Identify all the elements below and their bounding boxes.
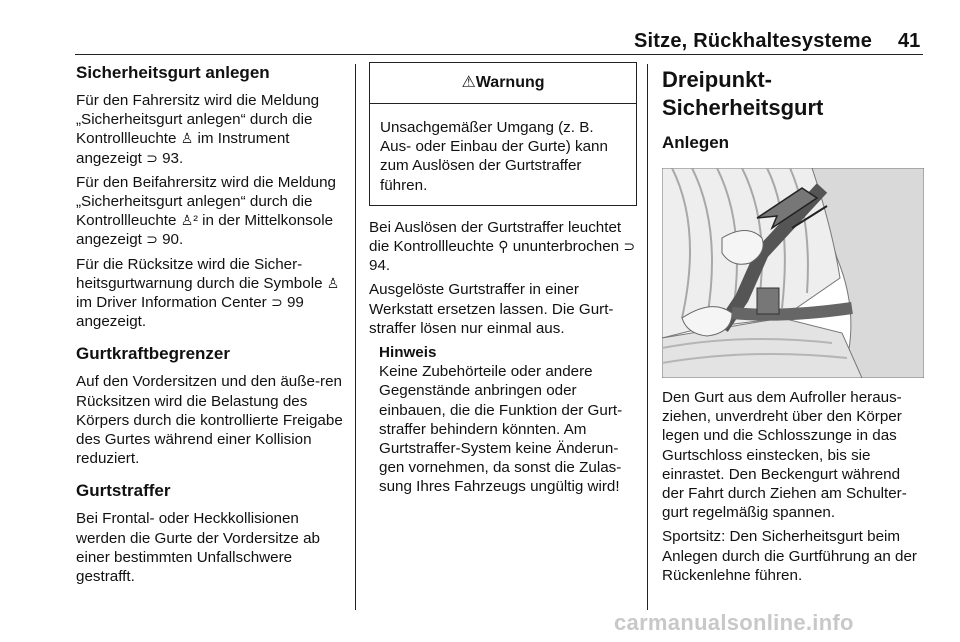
- paragraph-force-limiter: Auf den Vordersitzen und den äuße-ren Rücksitzen wird die Belastung des Körpers durch die kontrollierte Freigabe des Gurtes während einer Kollision reduziert.: [76, 373, 343, 468]
- section-heading-three-point-belt: Dreipunkt-Sicherheitsgurt: [662, 67, 824, 120]
- note-title: Hinweis: [379, 344, 437, 362]
- column-left: [76, 62, 344, 591]
- column-divider-right: [647, 64, 648, 610]
- note-box: [369, 343, 637, 497]
- paragraph-pretensioner: Bei Frontal- oder Heckkollisionen werden die Gurte der Vordersitze ab einer bestimmten Unfallschwere gestrafft.: [76, 510, 320, 586]
- watermark-text: carmanualsonline.info: [614, 610, 854, 635]
- warning-triangle-icon: ⚠: [461, 74, 476, 91]
- section-heading-pretensioner: Gurtstraffer: [76, 481, 171, 501]
- header-title: Sitze, Rückhaltesysteme: [634, 30, 873, 52]
- page-reference-arrow-icon: ⊃: [146, 149, 158, 166]
- note-text: Keine Zubehörteile oder andere Gegenstände anbringen oder einbauen, die die Funktion der Gurt-straffer behindern könnten. Am Gurtstraffer-System keine Änderun-gen vornehmen, da sonst die Zulas-sung Ihres Fahrzeugs ungültig wird!: [379, 363, 623, 496]
- seatbelt-icon: ♙: [180, 130, 194, 147]
- paragraph-pretensioner-light: Bei Auslösen der Gurtstraffer leuchtet die Kontrollleuchte ⚲ ununterbrochen ⊃ 94.: [369, 218, 636, 275]
- column-divider-left: [355, 64, 356, 610]
- warning-text: Unsachgemäßer Umgang (z. B. Aus- oder Einbau der Gurte) kann zum Auslösen der Gurtstraffer führen.: [380, 119, 608, 194]
- paragraph-rear-seats: Für die Rücksitze wird die Sicher-heitsgurtwarnung durch die Symbole ♙ im Driver Information Center ⊃ 99 angezeigt.: [76, 255, 340, 331]
- paragraph-driver-seat: Für den Fahrersitz wird die Meldung „Sicherheitsgurt anlegen“ durch die Kontrollleuchte ♙ im Instrument angezeigt ⊃ 93.: [76, 92, 320, 167]
- column-middle: [369, 62, 637, 497]
- page-reference-arrow-icon: ⊃: [623, 238, 636, 255]
- page-reference-arrow-icon: ⊃: [146, 231, 158, 248]
- section-heading-seatbelt: Sicherheitsgurt anlegen: [76, 63, 270, 82]
- paragraph-fasten-instructions: Den Gurt aus dem Aufroller heraus-ziehen, unverdreht über den Körper legen und die Schlosszunge in das Gurtschloss einstecken, bis sie einrastet. Den Beckengurt während der Fahrt durch Ziehen am Schulter-gurt regelmäßig spannen.: [662, 389, 907, 522]
- paragraph-passenger-seat: Für den Beifahrersitz wird die Meldung „Sicherheitsgurt anlegen“ durch die Kontrollleuchte ♙² in der Mittelkonsole angezeigt ⊃ 90.: [76, 173, 336, 249]
- seatbelt-icon: ♙: [326, 274, 340, 291]
- page-number: 41: [898, 30, 921, 52]
- paragraph-replace-pretensioner: Ausgelöste Gurtstraffer in einer Werkstatt ersetzen lassen. Die Gurt-straffer lösen nur einmal aus.: [369, 281, 614, 337]
- section-heading-force-limiter: Gurtkraftbegrenzer: [76, 344, 230, 364]
- paragraph-sport-seat: Sportsitz: Den Sicherheitsgurt beim Anlegen durch die Gurtführung an der Rückenlehne führen.: [662, 528, 917, 584]
- page-reference-arrow-icon: ⊃: [270, 294, 283, 311]
- seatbelt-illustration: [662, 168, 924, 378]
- header-rule: [75, 54, 923, 55]
- warning-header: ⚠Warnung: [370, 63, 636, 104]
- seatbelt-passenger-icon: ♙²: [180, 212, 198, 229]
- airbag-icon: ⚲: [498, 238, 509, 255]
- warning-box: [369, 62, 637, 206]
- subheading-fasten: Anlegen: [662, 133, 730, 152]
- column-right: [662, 62, 924, 590]
